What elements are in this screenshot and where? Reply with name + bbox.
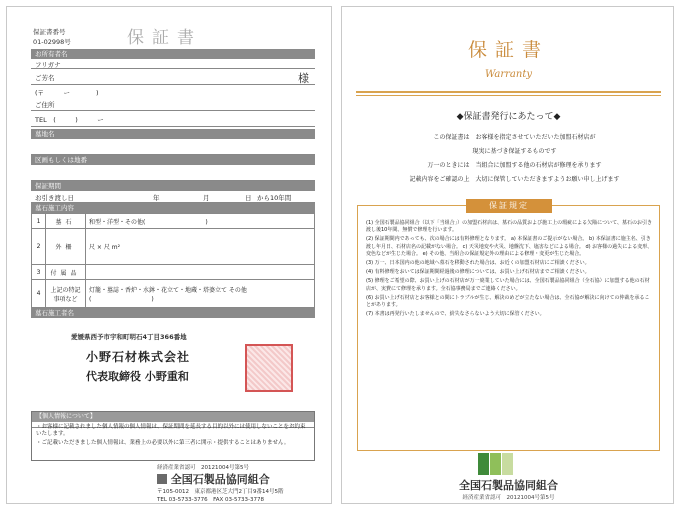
- warranty-terms-page: [341, 6, 674, 504]
- footer-tel: TEL 03-5733-3776 FAX 03-5733-3778: [157, 497, 265, 503]
- intro-line: 記載内容をご確認の上 大切に保管していただきますようお願い申し上げます: [409, 176, 620, 183]
- association-logo-icon: [478, 453, 514, 475]
- privacy-line: ・お客様に記載されました個人情報の個人情報は、保証期間を延長する目的以外には使用しないことをお約束いたします。: [36, 424, 306, 437]
- company-representative: 代表取締役 小野重和: [86, 370, 189, 383]
- privacy-notice: [31, 411, 315, 461]
- rule-item: (4) 有料修理をおいては保証期間経過後の修理については、お買い上げ石材店までご相談ください。: [366, 269, 590, 276]
- goods-num: 4: [32, 280, 46, 308]
- goods-value[interactable]: 灯籠・墓誌・香炉・水鉢・花立て・地蔵・塔婆立て その他( ): [86, 280, 315, 308]
- delivery-label: お引き渡し日: [35, 194, 74, 202]
- terms-title: 保証書: [467, 39, 549, 61]
- ten-years-label: から10年間: [257, 194, 292, 202]
- grave-name-row[interactable]: [31, 139, 315, 155]
- fence-size-value[interactable]: 尺 × 尺 m²: [86, 229, 315, 265]
- goods-value[interactable]: [86, 265, 315, 280]
- goods-row: [32, 214, 315, 229]
- name-label: ご芳名: [35, 74, 55, 82]
- section-goods: 墓石施工内容: [31, 203, 315, 213]
- intro-heading: ◆保証書発行にあたって◆: [456, 112, 561, 122]
- goods-row: [32, 229, 315, 265]
- rule-item: (1) 全国石製品協同組合（以下「当組合」）の加盟石材店は、墓石の品質および施工上の瑕疵による欠陥について、墓石のお引き渡し後10年間、無償で修理を行います。: [366, 220, 652, 234]
- company-address: 愛媛県西予市宇和町明石4丁目366番地: [71, 333, 187, 341]
- logo-block: [502, 453, 513, 475]
- goods-table: [31, 213, 315, 308]
- company-name: 小野石材株式会社: [86, 350, 191, 364]
- logo-block: [490, 453, 501, 475]
- address-row[interactable]: [31, 85, 315, 111]
- rule-item: (6) お買い上げ石材店とお客様との間にトラブルが生じ、解決のめどが立たない場合は、全石協が解決に向けての仲裁を承ることがあります。: [366, 294, 650, 309]
- goods-row: [32, 265, 315, 280]
- footer-association-name: 全国石製品協同組合: [170, 473, 270, 486]
- zip-field: (〒 ー ): [35, 89, 99, 97]
- rule-item: (5) 修理をご希望の際、お買い上げの石材店が万一廃業していた場合には、全国石製品協同組合（全石協）に加盟する他の石材店が、実費にて修理を承ります。全石協事務局までご連絡ください。: [366, 278, 650, 292]
- section-grave-name: 墓地名: [31, 129, 315, 139]
- name-row[interactable]: [31, 69, 315, 85]
- warranty-form: [31, 49, 315, 428]
- goods-row: [32, 280, 315, 308]
- furigana-label: フリガナ: [35, 61, 61, 69]
- address-label: ご住所: [35, 101, 55, 109]
- intro-line: 現実に基づき保証するものです: [472, 148, 557, 155]
- footer-registration: 経済産業省認可 20121004号第5号: [157, 465, 249, 471]
- rule-item: (7) 本書は再発行いたしませんので、紛失なさらないよう大切に保管ください。: [366, 311, 545, 318]
- section-period: 保証期間: [31, 181, 315, 191]
- gold-divider-thin: [356, 95, 661, 96]
- section-owner: お所有者名: [31, 49, 315, 59]
- intro-line: この保証書は お客様を指定させていただいた加盟石材店が: [433, 134, 596, 141]
- month-label: 月: [203, 194, 210, 202]
- rule-item: (2) 保証期間内であっても、次の場合には有料修理となります。 a) 本保証書のご提示がない場合。 b) 本保証書に施主名、引き渡し年月日、石材店名の記載がない場合。 c) 天災地変や火災、地盤沈下、塩害などによる場合。 d) お客様の過失による変形、変色などが生じた場合。 e) その他、当組合の保証規定外の理由による修理・変更が生じた場合。: [366, 236, 653, 257]
- left-footer: [157, 463, 327, 503]
- privacy-heading: 【個人情報について】: [32, 412, 314, 422]
- goods-num: 1: [32, 214, 46, 229]
- privacy-line: ・ご記載いただきました個人情報は、業務上の必要以外に第三者に開示・提供することはありません。: [36, 440, 290, 446]
- year-label: 年: [153, 194, 160, 202]
- goods-label: 上記の特記事項など: [46, 280, 86, 308]
- sama-suffix: 様: [298, 72, 309, 85]
- footer-association-name: 全国石製品協同組合: [459, 479, 558, 492]
- day-label: 日: [245, 194, 252, 202]
- company-seal-stamp: [245, 344, 293, 392]
- logo-block: [478, 453, 489, 475]
- certificate-number: 01-02998号: [33, 38, 71, 46]
- footer-registration: 経済産業省認可 20121004号第5号: [462, 495, 555, 501]
- goods-value[interactable]: 和型・洋型・その他( ): [86, 214, 315, 229]
- goods-label: 外柵: [46, 229, 86, 265]
- tel-row[interactable]: [31, 111, 315, 127]
- section-grave-location: 区画もしくは地番: [31, 155, 315, 165]
- goods-num: 3: [32, 265, 46, 280]
- certificate-number-label: 保証書番号: [33, 28, 66, 36]
- intro-line: 万一のときには 当組合に加盟する他の石材店が修理を承ります: [427, 162, 602, 169]
- goods-label: 墓石: [46, 214, 86, 229]
- warranty-script-title: Warranty: [484, 69, 532, 80]
- rules-list: [366, 220, 653, 320]
- grave-location-row[interactable]: [31, 165, 315, 181]
- intro-text: [382, 131, 647, 187]
- rule-item: (3) 万一、日本国内の他の地域へ墓石を移動された場合は、お近くの加盟石材店にご相談ください。: [366, 260, 590, 267]
- furigana-row[interactable]: [31, 59, 315, 69]
- goods-num: 2: [32, 229, 46, 265]
- association-logo-icon: [157, 474, 167, 484]
- tel-field: TEL ( ) ー: [35, 116, 104, 124]
- gold-divider: [356, 91, 661, 93]
- warranty-form-page: [6, 6, 332, 504]
- goods-label: 付属品: [46, 265, 86, 280]
- form-title: 保証書: [127, 28, 202, 48]
- section-installer: 墓石施工者名: [31, 308, 315, 318]
- rules-heading: 保証規定: [466, 199, 552, 213]
- delivery-row[interactable]: [31, 191, 315, 203]
- footer-address: 〒105-0012 東京都港区芝大門2丁目9番14号5階: [157, 489, 284, 495]
- warranty-rules: [357, 201, 660, 451]
